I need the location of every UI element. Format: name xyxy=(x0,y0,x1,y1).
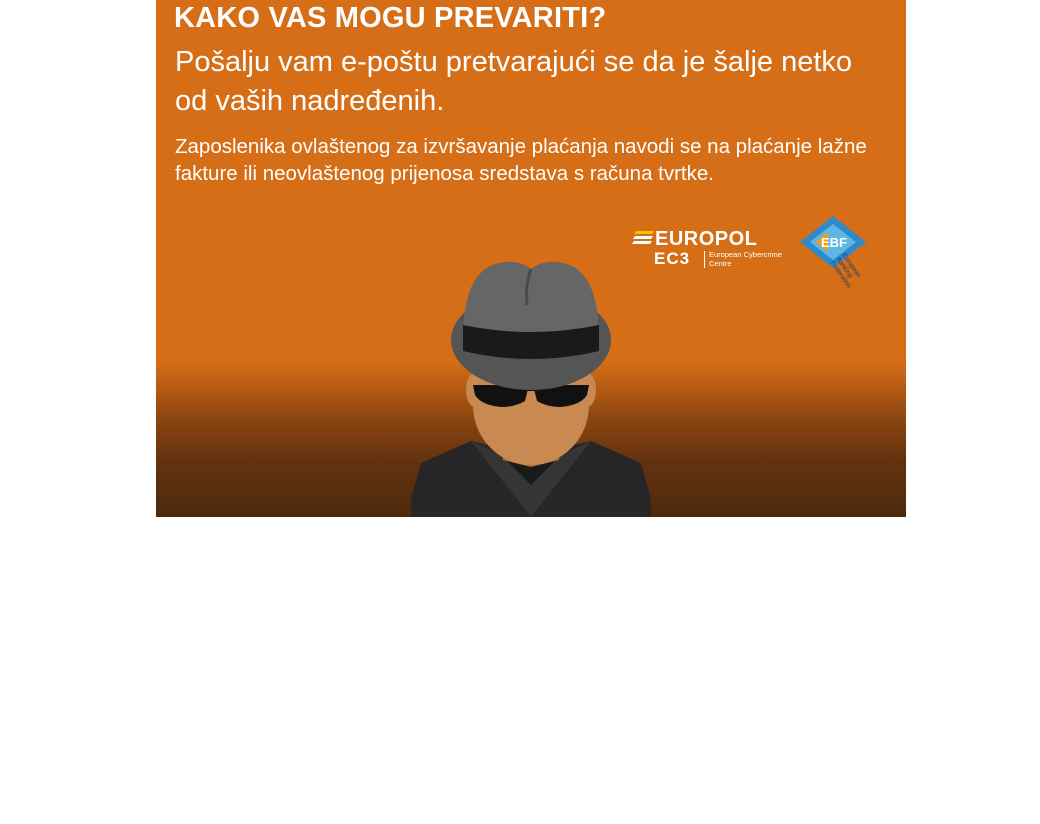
poster-headline: KAKO VAS MOGU PREVARITI? xyxy=(174,2,607,34)
poster-subhead: Pošalju vam e-poštu pretvarajući se da je šalje netko od vaših nadređenih. xyxy=(175,46,853,117)
europol-ec3-logo xyxy=(630,226,790,272)
ec3-subtitle: European Cybercrime Centre xyxy=(709,250,782,268)
ec3-divider xyxy=(704,251,705,268)
ebf-subtitle: European Banking Federation xyxy=(828,252,863,290)
hooded-spy-icon xyxy=(411,255,651,517)
ebf-logo xyxy=(798,214,888,290)
ec3-wordmark: EC3 xyxy=(654,249,691,268)
europol-stripes-icon xyxy=(632,231,654,245)
fraud-warning-poster xyxy=(156,0,906,517)
poster-body-text: Zaposlenika ovlaštenog za izvršavanje plaćanja navodi se na plaćanje lažne fakture ili neovlaštenog prijenosa sredstava s računa tvrtke. xyxy=(175,135,867,185)
ebf-abbr: EBF xyxy=(821,235,847,250)
europol-wordmark: EUROPOL xyxy=(655,228,758,250)
